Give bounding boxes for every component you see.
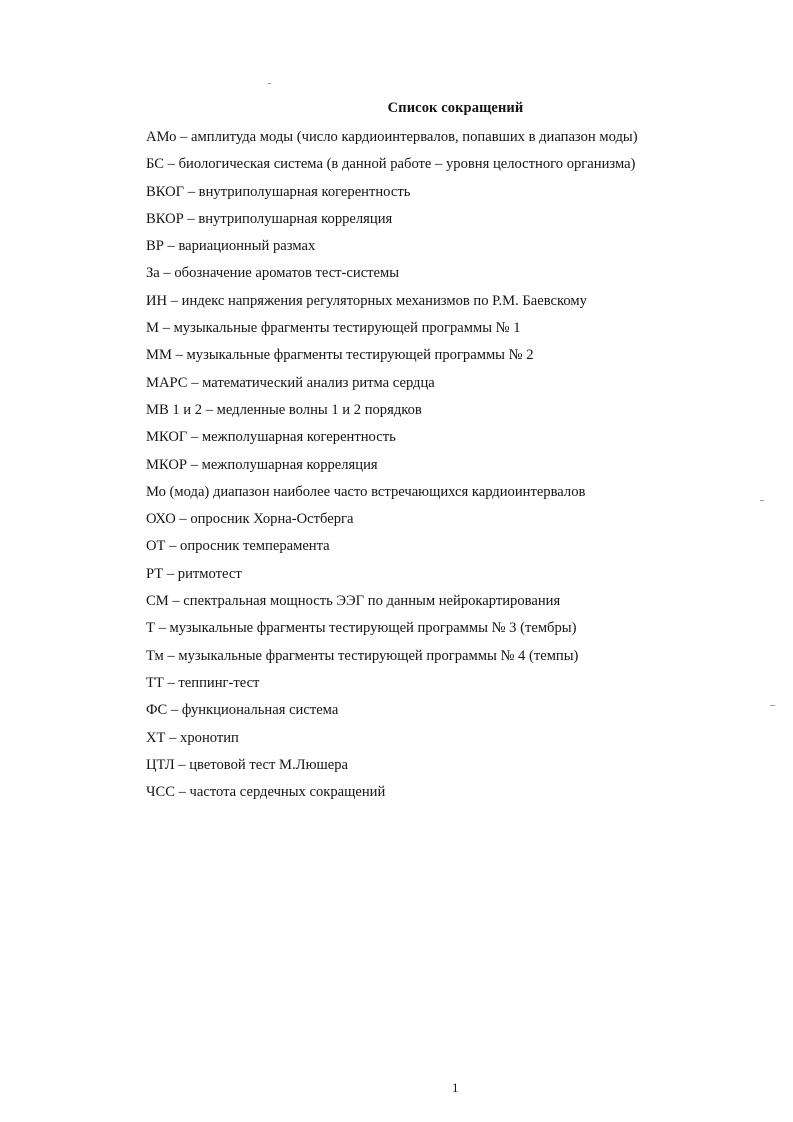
abbreviation-item: ЧСС – частота сердечных сокращений — [146, 784, 386, 801]
abbreviation-item: За – обозначение ароматов тест-системы — [146, 265, 400, 282]
page-number: 1 — [452, 1080, 459, 1095]
abbreviation-item: ХТ – хронотип — [146, 729, 239, 746]
abbreviation-item: МВ 1 и 2 – медленные волны 1 и 2 порядков — [146, 401, 422, 418]
abbreviation-item: ОТ – опросник темперамента — [146, 538, 330, 555]
abbreviation-item: Тм – музыкальные фрагменты тестирующей программы № 4 (темпы) — [146, 647, 579, 664]
abbreviation-item: ММ – музыкальные фрагменты тестирующей программы № 2 — [146, 347, 534, 364]
abbreviation-list — [146, 124, 638, 806]
abbreviation-item: СМ – спектральная мощность ЭЭГ по данным нейрокартирования — [146, 593, 561, 610]
abbreviation-item: МАРС – математический анализ ритма сердца — [146, 374, 435, 391]
abbreviation-item: Мо (мода) диапазон наиболее часто встречающихся кардиоинтервалов — [146, 483, 586, 500]
page-title-text: Список сокращений — [387, 100, 524, 116]
abbreviation-item: АМо – амплитуда моды (число кардиоинтервалов, попавших в диапазон моды) — [146, 129, 638, 145]
abbreviation-item: ВКОР – внутриполушарная корреляция — [146, 210, 393, 227]
page-title — [0, 100, 793, 117]
abbreviation-item: РТ – ритмотест — [146, 565, 242, 582]
abbreviation-item: ИН – индекс напряжения регуляторных механизмов по Р.М. Баевскому — [146, 292, 587, 309]
abbreviation-item: ЦТЛ – цветовой тест М.Люшера — [146, 756, 348, 773]
abbreviation-item: ВР – вариационный размах — [146, 238, 316, 255]
abbreviation-item: ВКОГ – внутриполушарная когерентность — [146, 183, 411, 200]
scan-speck — [268, 83, 271, 84]
scan-speck — [760, 500, 764, 501]
abbreviation-item: М – музыкальные фрагменты тестирующей программы № 1 — [146, 320, 521, 337]
abbreviation-item: БС – биологическая система (в данной работе – уровня целостного организма) — [146, 156, 636, 173]
abbreviation-item: Т – музыкальные фрагменты тестирующей программы № 3 (тембры) — [146, 620, 577, 637]
abbreviation-item: ОХО – опросник Хорна-Остберга — [146, 511, 354, 528]
abbreviation-item: МКОР – межполушарная корреляция — [146, 456, 378, 473]
scan-speck — [770, 705, 775, 706]
abbreviation-item: ТТ – теппинг-тест — [146, 674, 260, 691]
abbreviation-item: МКОГ – межполушарная когерентность — [146, 429, 396, 446]
abbreviation-item: ФС – функциональная система — [146, 702, 339, 719]
